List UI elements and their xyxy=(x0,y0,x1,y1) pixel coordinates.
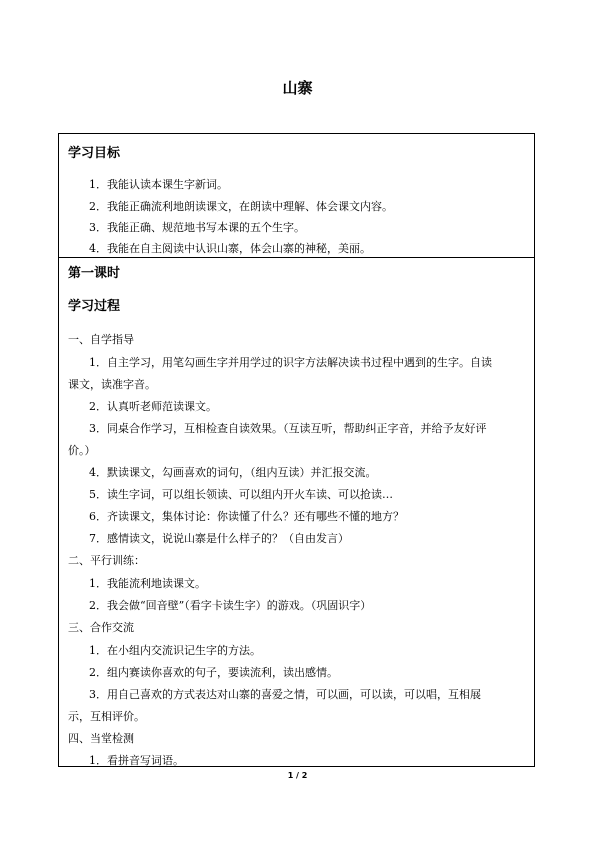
process-item: 2．我会做“回音壁”（看字卡读生字）的游戏。（巩固识字） xyxy=(89,599,372,612)
process-item: 2．组内赛读你喜欢的句子，要读流利，读出感情。 xyxy=(89,666,338,679)
process-item: 4．默读课文，勾画喜欢的词句，（组内互读）并汇报交流。 xyxy=(89,466,377,479)
process-item: 2．认真听老师范读课文。 xyxy=(89,400,217,413)
process-item-continued: 价。） xyxy=(68,444,96,457)
process-item-continued: 课文，读准字音。 xyxy=(68,378,156,391)
process-item: 1．在小组内交流识记生字的方法。 xyxy=(89,644,261,657)
process-item: 5．读生字词，可以组长领读、可以组内开火车读、可以抢读… xyxy=(89,488,393,501)
process-item-continued: 示，互相评价。 xyxy=(68,710,145,723)
goal-item: 1．我能认读本课生字新词。 xyxy=(89,178,228,191)
process-item: 3．同桌合作学习，互相检查自读效果。（互读互听，帮助纠正字音，并给予友好评 xyxy=(89,422,487,435)
lesson-cell xyxy=(59,258,534,767)
goal-item: 4．我能在自主阅读中认识山寨，体会山寨的神秘，美丽。 xyxy=(89,242,371,255)
process-item: 7．感情读文，说说山寨是什么样子的？（自由发言） xyxy=(89,532,349,545)
part-title: 一、自学指导 xyxy=(68,333,134,346)
process-item: 1．我能流利地读课文。 xyxy=(89,577,206,590)
goals-heading: 学习目标 xyxy=(68,146,121,161)
process-item: 1．看拼音写词语。 xyxy=(89,754,184,767)
part-title: 三、合作交流 xyxy=(68,621,134,634)
goals-cell xyxy=(59,134,534,258)
lesson-heading: 第一课时 xyxy=(68,266,121,281)
process-heading: 学习过程 xyxy=(68,299,121,314)
goal-item: 3．我能正确、规范地书写本课的五个生字。 xyxy=(89,221,305,234)
content-table xyxy=(58,133,535,767)
part-title: 二、平行训练： xyxy=(68,554,145,567)
page-number: 1 / 2 xyxy=(287,771,308,780)
part-title: 四、当堂检测 xyxy=(68,732,134,745)
document-title: 山寨 xyxy=(282,79,313,97)
goal-item: 2．我能正确流利地朗读课文，在朗读中理解、体会课文内容。 xyxy=(89,200,393,213)
process-item: 3．用自己喜欢的方式表达对山寨的喜爱之情，可以画，可以读，可以唱，互相展 xyxy=(89,688,481,701)
process-item: 6．齐读课文，集体讨论：你读懂了什么？还有哪些不懂的地方？ xyxy=(89,510,404,523)
process-item: 1．自主学习，用笔勾画生字并用学过的识字方法解决读书过程中遇到的生字。自读 xyxy=(89,356,492,369)
